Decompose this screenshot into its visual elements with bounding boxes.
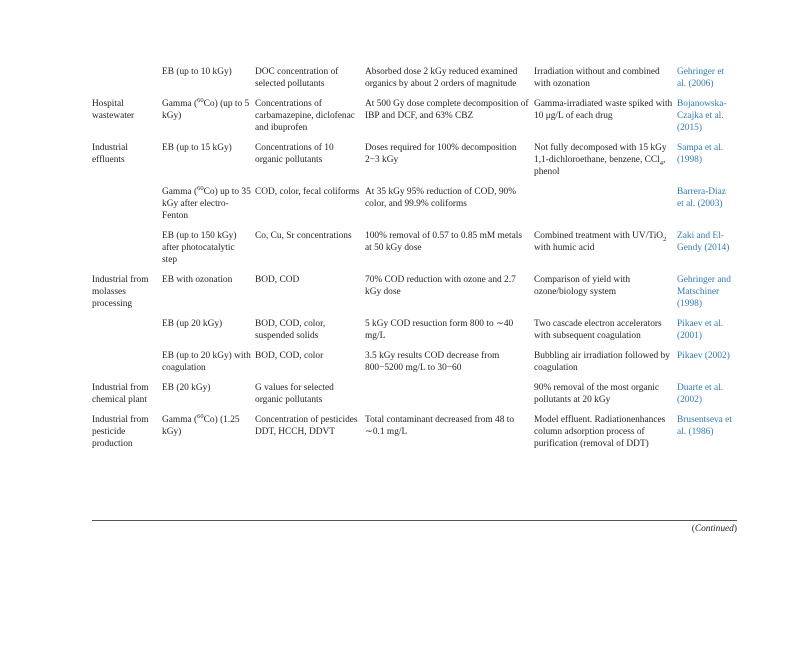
remarks-cell — [534, 382, 677, 414]
source-cell — [92, 382, 162, 414]
table-row — [92, 318, 737, 350]
reference-cell — [677, 318, 737, 350]
reference-cell — [677, 230, 737, 274]
reference-link: Brusentseva et al. (1986) — [677, 415, 732, 437]
irradiation-text-rest: Co) up to 35 kGy after electro-Fenton — [162, 187, 251, 221]
remarks-text: Irradiation without and combined with ozonation — [534, 67, 660, 89]
source-cell — [92, 318, 162, 350]
results-text: At 500 Gy dose complete decomposition of IBP and DCF, and 63% CBZ — [365, 99, 529, 121]
table-row — [92, 186, 737, 230]
remarks-text: Gamma-irradiated waste spiked with 10 μg/L of each drug — [534, 99, 673, 121]
parameter-text: DOC concentration of selected pollutants — [255, 67, 339, 89]
parameter-cell — [255, 350, 365, 382]
reference-cell — [677, 66, 737, 98]
table-row — [92, 274, 737, 318]
reference-link: Pikaev (2002) — [677, 351, 730, 361]
results-cell — [365, 350, 534, 382]
irradiation-cell — [162, 98, 255, 142]
reference-cell — [677, 350, 737, 382]
remarks-text: Comparison of yield with ozone/biology system — [534, 275, 631, 297]
reference-cell — [677, 414, 737, 458]
reference-link: Gehringer et al. (2006) — [677, 67, 725, 89]
parameter-text: BOD, COD, color — [255, 351, 324, 361]
parameter-cell — [255, 274, 365, 318]
remarks-text-rest: with humic acid — [534, 243, 595, 253]
results-cell — [365, 382, 534, 414]
irradiation-text-rest: Co) (up to 5 kGy) — [162, 99, 250, 121]
remarks-text: Combined treatment with UV/TiO — [534, 231, 664, 241]
results-cell — [365, 142, 534, 186]
remarks-cell — [534, 274, 677, 318]
reference-link: Duarte et al. (2002) — [677, 383, 724, 405]
results-text: 70% COD reduction with ozone and 2.7 kGy dose — [365, 275, 516, 297]
parameter-cell — [255, 66, 365, 98]
reference-link: Zaki and El-Gendy (2014) — [677, 231, 730, 253]
irradiation-cell — [162, 318, 255, 350]
results-cell — [365, 98, 534, 142]
reference-link: Gehringer and Matschiner (1998) — [677, 275, 731, 309]
continued-close: ) — [733, 524, 737, 534]
source-text: Hospital wastewater — [92, 99, 135, 121]
irradiation-text: EB (up to 15 kGy) — [162, 143, 232, 153]
irradiation-text-rest: Co) (1.25 kGy) — [162, 415, 240, 437]
continued-note — [692, 524, 737, 534]
parameter-text: BOD, COD — [255, 275, 300, 285]
table-row — [92, 142, 737, 186]
source-text: Industrial from pesticide production — [92, 415, 149, 449]
remarks-cell — [534, 66, 677, 98]
source-cell — [92, 186, 162, 230]
table-row — [92, 66, 737, 98]
treatment-table — [92, 66, 737, 458]
reference-link: Pikaev et al. (2001) — [677, 319, 724, 341]
irradiation-text: Gamma ( — [162, 99, 198, 109]
irradiation-cell — [162, 350, 255, 382]
remarks-text: Not fully decomposed with 15 kGy 1,1-dichloroethane, benzene, CCl — [534, 143, 667, 165]
parameter-text: Concentration of pesticides DDT, HCCH, DDVT — [255, 415, 358, 437]
reference-link: Bojanowska-Czajka et al. (2015) — [677, 99, 727, 133]
parameter-cell — [255, 98, 365, 142]
source-cell — [92, 350, 162, 382]
remarks-text: 90% removal of the most organic pollutants at 20 kGy — [534, 383, 660, 405]
irradiation-cell — [162, 414, 255, 458]
source-text: Industrial from chemical plant — [92, 383, 149, 405]
source-cell — [92, 274, 162, 318]
continued-word: Continued — [694, 524, 734, 534]
irradiation-cell — [162, 274, 255, 318]
remarks-cell — [534, 350, 677, 382]
reference-link: Barrera-Diaz et al. (2003) — [677, 187, 726, 209]
reference-link: Sampa et al. (1998) — [677, 143, 724, 165]
parameter-cell — [255, 318, 365, 350]
results-text: 5 kGy COD resuction form 800 to ∼40 mg/L — [365, 319, 514, 341]
table-row — [92, 98, 737, 142]
remarks-text: Two cascade electron accelerators with subsequent coagulation — [534, 319, 662, 341]
remarks-text: Bubbling air irradiation followed by coagulation — [534, 351, 670, 373]
remarks-cell — [534, 318, 677, 350]
reference-cell — [677, 98, 737, 142]
reference-cell — [677, 274, 737, 318]
source-cell — [92, 414, 162, 458]
parameter-text: G values for selected organic pollutants — [255, 383, 334, 405]
results-text: 3.5 kGy results COD decrease from 800−5200 mg/L to 30−60 — [365, 351, 500, 373]
results-text: Total contaminant decreased from 48 to ∼0.1 mg/L — [365, 415, 515, 437]
parameter-cell — [255, 382, 365, 414]
results-cell — [365, 318, 534, 350]
irradiation-cell — [162, 66, 255, 98]
parameter-cell — [255, 414, 365, 458]
irradiation-text: Gamma ( — [162, 415, 198, 425]
irradiation-cell — [162, 142, 255, 186]
source-text: Industrial effluents — [92, 143, 128, 165]
table-body — [92, 66, 737, 458]
results-text: 100% removal of 0.57 to 0.85 mM metals at 50 kGy dose — [365, 231, 523, 253]
parameter-text: COD, color, fecal coliforms — [255, 187, 360, 197]
table-row — [92, 382, 737, 414]
isotope-superscript: 60 — [197, 96, 204, 104]
parameter-text: Concentrations of 10 organic pollutants — [255, 143, 334, 165]
table-row — [92, 414, 737, 458]
remarks-text-rest: , phenol — [534, 155, 666, 177]
parameter-text: Concentrations of carbamazepine, diclofenac and ibuprofen — [255, 99, 355, 133]
irradiation-text: EB (up to 150 kGy) after photocatalytic step — [162, 231, 237, 265]
source-cell — [92, 142, 162, 186]
results-text: Doses required for 100% decomposition 2−3 kGy — [365, 143, 517, 165]
results-text: At 35 kGy 95% reduction of COD, 90% color, and 99.9% coliforms — [365, 187, 517, 209]
parameter-cell — [255, 230, 365, 274]
parameter-text: BOD, COD, color, suspended solids — [255, 319, 326, 341]
irradiation-cell — [162, 382, 255, 414]
results-cell — [365, 230, 534, 274]
formula-subscript: 4 — [659, 159, 663, 167]
irradiation-text: EB (up 20 kGy) — [162, 319, 223, 329]
irradiation-text: Gamma ( — [162, 187, 198, 197]
parameter-cell — [255, 186, 365, 230]
parameter-text: Co, Cu, Sr concentrations — [255, 231, 352, 241]
remarks-cell — [534, 414, 677, 458]
irradiation-cell — [162, 186, 255, 230]
parameter-cell — [255, 142, 365, 186]
remarks-cell — [534, 186, 677, 230]
reference-cell — [677, 142, 737, 186]
continued-open: ( — [691, 524, 695, 534]
source-cell — [92, 98, 162, 142]
table-row — [92, 350, 737, 382]
reference-cell — [677, 382, 737, 414]
isotope-superscript: 60 — [197, 412, 204, 420]
results-cell — [365, 274, 534, 318]
remarks-cell — [534, 142, 677, 186]
table-bottom-rule — [92, 520, 737, 521]
isotope-superscript: 60 — [197, 184, 204, 192]
results-cell — [365, 186, 534, 230]
table-row — [92, 230, 737, 274]
irradiation-cell — [162, 230, 255, 274]
source-text: Industrial from molasses processing — [92, 275, 149, 309]
formula-subscript: 2 — [663, 235, 667, 243]
remarks-cell — [534, 230, 677, 274]
results-text: Absorbed dose 2 kGy reduced examined organics by about 2 orders of magnitude — [365, 67, 518, 89]
irradiation-text: EB (up to 10 kGy) — [162, 67, 232, 77]
remarks-cell — [534, 98, 677, 142]
irradiation-text: EB (up to 20 kGy) with coagulation — [162, 351, 251, 373]
irradiation-text: EB (20 kGy) — [162, 383, 211, 393]
irradiation-text: EB with ozonation — [162, 275, 233, 285]
remarks-text: Model effluent. Radiationenhances column adsorption process of purification (removal of DDT) — [534, 415, 666, 449]
source-cell — [92, 66, 162, 98]
source-cell — [92, 230, 162, 274]
results-cell — [365, 414, 534, 458]
reference-cell — [677, 186, 737, 230]
results-cell — [365, 66, 534, 98]
